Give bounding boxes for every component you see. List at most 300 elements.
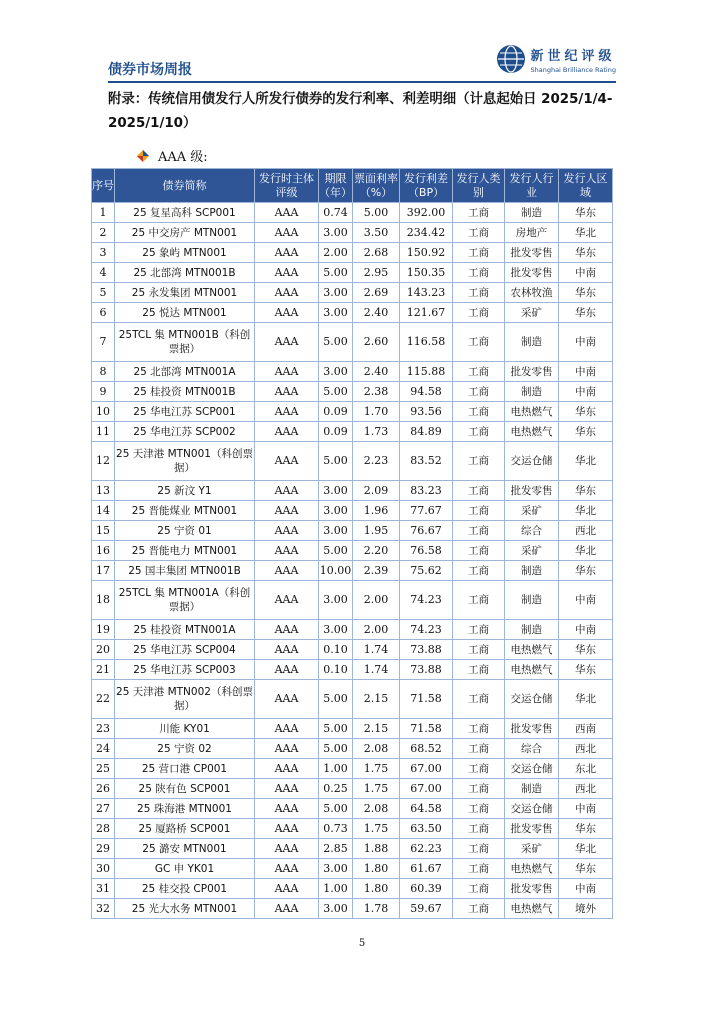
cell-spread: 234.42 xyxy=(400,223,453,243)
cell-issuer-type: 工商 xyxy=(453,263,505,283)
cell-coupon: 2.09 xyxy=(353,481,400,501)
cell-index: 28 xyxy=(92,819,115,839)
cell-term: 0.74 xyxy=(319,203,353,223)
cell-spread: 121.67 xyxy=(400,303,453,323)
cell-region: 西南 xyxy=(559,719,613,739)
cell-issuer-type: 工商 xyxy=(453,899,505,919)
cell-spread: 76.58 xyxy=(400,541,453,561)
cell-index: 4 xyxy=(92,263,115,283)
cell-issuer-type: 工商 xyxy=(453,581,505,620)
table-row xyxy=(92,620,613,640)
cell-spread: 83.23 xyxy=(400,481,453,501)
cell-term: 5.00 xyxy=(319,680,353,719)
cell-issuer-type: 工商 xyxy=(453,442,505,481)
cell-term: 1.00 xyxy=(319,759,353,779)
cell-coupon: 2.95 xyxy=(353,263,400,283)
cell-industry: 批发零售 xyxy=(505,879,559,899)
cell-bond-name: 川能 KY01 xyxy=(115,719,255,739)
cell-term: 5.00 xyxy=(319,323,353,362)
cell-bond-name: 25 晋能电力 MTN001 xyxy=(115,541,255,561)
header-divider xyxy=(108,81,616,83)
cell-term: 2.85 xyxy=(319,839,353,859)
cell-index: 16 xyxy=(92,541,115,561)
table-row xyxy=(92,581,613,620)
cell-bond-name: 25 永发集团 MTN001 xyxy=(115,283,255,303)
cell-term: 5.00 xyxy=(319,263,353,283)
cell-term: 3.00 xyxy=(319,283,353,303)
table-row xyxy=(92,263,613,283)
cell-bond-name: 25 珠海港 MTN001 xyxy=(115,799,255,819)
cell-industry: 制造 xyxy=(505,620,559,640)
cell-rating: AAA xyxy=(255,799,319,819)
cell-spread: 93.56 xyxy=(400,402,453,422)
cell-issuer-type: 工商 xyxy=(453,859,505,879)
cell-index: 23 xyxy=(92,719,115,739)
cell-coupon: 1.74 xyxy=(353,660,400,680)
cell-industry: 批发零售 xyxy=(505,263,559,283)
cell-bond-name: 25 悦达 MTN001 xyxy=(115,303,255,323)
cell-index: 3 xyxy=(92,243,115,263)
cell-rating: AAA xyxy=(255,422,319,442)
cell-issuer-type: 工商 xyxy=(453,819,505,839)
cell-term: 5.00 xyxy=(319,541,353,561)
cell-industry: 采矿 xyxy=(505,303,559,323)
cell-bond-name: 25 潞安 MTN001 xyxy=(115,839,255,859)
cell-coupon: 5.00 xyxy=(353,203,400,223)
cell-region: 中南 xyxy=(559,323,613,362)
cell-spread: 143.23 xyxy=(400,283,453,303)
cell-issuer-type: 工商 xyxy=(453,501,505,521)
cell-region: 东北 xyxy=(559,759,613,779)
cell-industry: 采矿 xyxy=(505,541,559,561)
cell-coupon: 2.20 xyxy=(353,541,400,561)
cell-industry: 批发零售 xyxy=(505,819,559,839)
cell-region: 西北 xyxy=(559,521,613,541)
cell-spread: 63.50 xyxy=(400,819,453,839)
cell-spread: 59.67 xyxy=(400,899,453,919)
cell-issuer-type: 工商 xyxy=(453,660,505,680)
table-row xyxy=(92,779,613,799)
cell-region: 西北 xyxy=(559,779,613,799)
col-header-coupon: 票面利率（%） xyxy=(353,169,400,203)
cell-index: 14 xyxy=(92,501,115,521)
cell-region: 中南 xyxy=(559,799,613,819)
cell-coupon: 2.38 xyxy=(353,382,400,402)
cell-bond-name: 25TCL 集 MTN001A（科创票据） xyxy=(115,581,255,620)
cell-index: 15 xyxy=(92,521,115,541)
cell-rating: AAA xyxy=(255,759,319,779)
table-row xyxy=(92,422,613,442)
cell-region: 华东 xyxy=(559,481,613,501)
cell-rating: AAA xyxy=(255,859,319,879)
cell-industry: 综合 xyxy=(505,521,559,541)
col-header-term: 期限（年） xyxy=(319,169,353,203)
table-row xyxy=(92,660,613,680)
cell-index: 1 xyxy=(92,203,115,223)
cell-rating: AAA xyxy=(255,362,319,382)
cell-coupon: 2.23 xyxy=(353,442,400,481)
col-header-index: 序号 xyxy=(92,169,115,203)
cell-bond-name: 25TCL 集 MTN001B（科创票据） xyxy=(115,323,255,362)
cell-region: 华北 xyxy=(559,541,613,561)
cell-spread: 94.58 xyxy=(400,382,453,402)
cell-rating: AAA xyxy=(255,819,319,839)
cell-term: 3.00 xyxy=(319,521,353,541)
cell-industry: 批发零售 xyxy=(505,243,559,263)
cell-spread: 64.58 xyxy=(400,799,453,819)
cell-index: 17 xyxy=(92,561,115,581)
cell-industry: 电热燃气 xyxy=(505,422,559,442)
cell-term: 3.00 xyxy=(319,899,353,919)
cell-bond-name: 25 桂投资 MTN001B xyxy=(115,382,255,402)
cell-industry: 制造 xyxy=(505,382,559,402)
cell-term: 3.00 xyxy=(319,620,353,640)
cell-index: 27 xyxy=(92,799,115,819)
cell-bond-name: 25 华电江苏 SCP001 xyxy=(115,402,255,422)
cell-region: 西北 xyxy=(559,739,613,759)
cell-industry: 电热燃气 xyxy=(505,402,559,422)
cell-rating: AAA xyxy=(255,263,319,283)
cell-term: 5.00 xyxy=(319,739,353,759)
cell-coupon: 2.15 xyxy=(353,719,400,739)
cell-region: 华北 xyxy=(559,839,613,859)
cell-issuer-type: 工商 xyxy=(453,303,505,323)
table-row xyxy=(92,362,613,382)
table-row xyxy=(92,382,613,402)
cell-region: 华东 xyxy=(559,819,613,839)
cell-bond-name: 25 宁资 01 xyxy=(115,521,255,541)
cell-index: 25 xyxy=(92,759,115,779)
cell-spread: 73.88 xyxy=(400,660,453,680)
cell-spread: 67.00 xyxy=(400,759,453,779)
cell-rating: AAA xyxy=(255,739,319,759)
cell-coupon: 1.96 xyxy=(353,501,400,521)
cell-issuer-type: 工商 xyxy=(453,799,505,819)
cell-index: 30 xyxy=(92,859,115,879)
cell-region: 中南 xyxy=(559,263,613,283)
cell-rating: AAA xyxy=(255,243,319,263)
col-header-industry: 发行人行业 xyxy=(505,169,559,203)
cell-coupon: 1.74 xyxy=(353,640,400,660)
cell-rating: AAA xyxy=(255,680,319,719)
cell-industry: 制造 xyxy=(505,779,559,799)
report-title: 债券市场周报 xyxy=(108,62,192,78)
cell-term: 5.00 xyxy=(319,442,353,481)
cell-issuer-type: 工商 xyxy=(453,362,505,382)
cell-coupon: 1.80 xyxy=(353,879,400,899)
cell-rating: AAA xyxy=(255,899,319,919)
cell-coupon: 1.78 xyxy=(353,899,400,919)
cell-term: 3.00 xyxy=(319,581,353,620)
cell-industry: 批发零售 xyxy=(505,719,559,739)
cell-issuer-type: 工商 xyxy=(453,203,505,223)
cell-bond-name: 25 华电江苏 SCP004 xyxy=(115,640,255,660)
cell-region: 华东 xyxy=(559,422,613,442)
cell-rating: AAA xyxy=(255,501,319,521)
cell-coupon: 1.75 xyxy=(353,779,400,799)
cell-coupon: 1.75 xyxy=(353,759,400,779)
cell-region: 中南 xyxy=(559,382,613,402)
cell-region: 华北 xyxy=(559,680,613,719)
cell-rating: AAA xyxy=(255,382,319,402)
cell-region: 华北 xyxy=(559,223,613,243)
col-header-issuer-type: 发行人类别 xyxy=(453,169,505,203)
cell-term: 10.00 xyxy=(319,561,353,581)
cell-issuer-type: 工商 xyxy=(453,839,505,859)
cell-industry: 采矿 xyxy=(505,839,559,859)
cell-spread: 62.23 xyxy=(400,839,453,859)
cell-index: 24 xyxy=(92,739,115,759)
cell-issuer-type: 工商 xyxy=(453,680,505,719)
cell-term: 0.09 xyxy=(319,422,353,442)
cell-spread: 60.39 xyxy=(400,879,453,899)
cell-region: 中南 xyxy=(559,362,613,382)
cell-spread: 84.89 xyxy=(400,422,453,442)
cell-spread: 68.52 xyxy=(400,739,453,759)
cell-term: 3.00 xyxy=(319,303,353,323)
table-row xyxy=(92,640,613,660)
cell-coupon: 2.39 xyxy=(353,561,400,581)
cell-bond-name: 25 北部湾 MTN001B xyxy=(115,263,255,283)
cell-index: 26 xyxy=(92,779,115,799)
col-header-rating: 发行时主体评级 xyxy=(255,169,319,203)
cell-issuer-type: 工商 xyxy=(453,759,505,779)
cell-rating: AAA xyxy=(255,541,319,561)
cell-bond-name: 25 桂交投 CP001 xyxy=(115,879,255,899)
cell-rating: AAA xyxy=(255,561,319,581)
cell-rating: AAA xyxy=(255,660,319,680)
cell-index: 18 xyxy=(92,581,115,620)
cell-industry: 电热燃气 xyxy=(505,640,559,660)
logo-cn-name: 新世纪评级 xyxy=(530,48,616,64)
cell-industry: 制造 xyxy=(505,323,559,362)
table-row xyxy=(92,442,613,481)
cell-spread: 150.35 xyxy=(400,263,453,283)
page-number: 5 xyxy=(358,938,366,949)
cell-bond-name: 25 营口港 CP001 xyxy=(115,759,255,779)
table-row xyxy=(92,561,613,581)
cell-issuer-type: 工商 xyxy=(453,402,505,422)
cell-bond-name: 25 新汶 Y1 xyxy=(115,481,255,501)
cell-region: 华东 xyxy=(559,660,613,680)
cell-term: 3.00 xyxy=(319,362,353,382)
cell-rating: AAA xyxy=(255,779,319,799)
cell-region: 华东 xyxy=(559,859,613,879)
cell-term: 0.25 xyxy=(319,779,353,799)
cell-rating: AAA xyxy=(255,620,319,640)
cell-issuer-type: 工商 xyxy=(453,719,505,739)
cell-term: 3.00 xyxy=(319,481,353,501)
cell-issuer-type: 工商 xyxy=(453,223,505,243)
bond-spread-table xyxy=(91,168,613,919)
cell-term: 0.73 xyxy=(319,819,353,839)
cell-bond-name: 25 厦路桥 SCP001 xyxy=(115,819,255,839)
cell-spread: 150.92 xyxy=(400,243,453,263)
table-row xyxy=(92,521,613,541)
cell-bond-name: 25 桂投资 MTN001A xyxy=(115,620,255,640)
cell-bond-name: 25 中交房产 MTN001 xyxy=(115,223,255,243)
appendix-heading: 附录：传统信用债发行人所发行债券的发行利率、利差明细（计息起始日 2025/1/4-2025/1/10） xyxy=(108,92,613,131)
cell-coupon: 2.08 xyxy=(353,739,400,759)
cell-rating: AAA xyxy=(255,581,319,620)
cell-spread: 74.23 xyxy=(400,620,453,640)
cell-industry: 电热燃气 xyxy=(505,859,559,879)
table-row xyxy=(92,283,613,303)
cell-issuer-type: 工商 xyxy=(453,739,505,759)
cell-index: 13 xyxy=(92,481,115,501)
cell-term: 2.00 xyxy=(319,243,353,263)
cell-index: 7 xyxy=(92,323,115,362)
table-row xyxy=(92,203,613,223)
cell-region: 华东 xyxy=(559,203,613,223)
cell-term: 3.00 xyxy=(319,501,353,521)
cell-rating: AAA xyxy=(255,521,319,541)
cell-issuer-type: 工商 xyxy=(453,779,505,799)
cell-term: 0.10 xyxy=(319,660,353,680)
cell-industry: 交运仓储 xyxy=(505,680,559,719)
cell-term: 5.00 xyxy=(319,382,353,402)
cell-issuer-type: 工商 xyxy=(453,640,505,660)
cell-term: 0.10 xyxy=(319,640,353,660)
table-row xyxy=(92,481,613,501)
cell-spread: 116.58 xyxy=(400,323,453,362)
cell-bond-name: 25 象屿 MTN001 xyxy=(115,243,255,263)
cell-industry: 交运仓储 xyxy=(505,759,559,779)
cell-industry: 制造 xyxy=(505,561,559,581)
cell-coupon: 1.95 xyxy=(353,521,400,541)
cell-bond-name: 25 宁资 02 xyxy=(115,739,255,759)
cell-index: 10 xyxy=(92,402,115,422)
cell-bond-name: 25 华电江苏 SCP002 xyxy=(115,422,255,442)
cell-region: 华北 xyxy=(559,501,613,521)
cell-rating: AAA xyxy=(255,323,319,362)
cell-rating: AAA xyxy=(255,879,319,899)
cell-coupon: 2.08 xyxy=(353,799,400,819)
table-row xyxy=(92,243,613,263)
cell-index: 6 xyxy=(92,303,115,323)
cell-spread: 77.67 xyxy=(400,501,453,521)
cell-issuer-type: 工商 xyxy=(453,879,505,899)
cell-industry: 批发零售 xyxy=(505,362,559,382)
cell-index: 11 xyxy=(92,422,115,442)
cell-index: 22 xyxy=(92,680,115,719)
cell-spread: 83.52 xyxy=(400,442,453,481)
table-row xyxy=(92,719,613,739)
cell-issuer-type: 工商 xyxy=(453,620,505,640)
cell-region: 中南 xyxy=(559,581,613,620)
cell-bond-name: 25 天津港 MTN001（科创票据） xyxy=(115,442,255,481)
cell-term: 5.00 xyxy=(319,719,353,739)
cell-coupon: 2.15 xyxy=(353,680,400,719)
cell-coupon: 1.73 xyxy=(353,422,400,442)
cell-index: 20 xyxy=(92,640,115,660)
cell-industry: 批发零售 xyxy=(505,481,559,501)
cell-region: 华北 xyxy=(559,442,613,481)
cell-issuer-type: 工商 xyxy=(453,422,505,442)
globe-logo-icon xyxy=(496,44,526,74)
cell-issuer-type: 工商 xyxy=(453,243,505,263)
cell-coupon: 2.60 xyxy=(353,323,400,362)
page-header xyxy=(108,44,616,84)
cell-term: 3.00 xyxy=(319,223,353,243)
cell-index: 2 xyxy=(92,223,115,243)
table-row xyxy=(92,859,613,879)
cell-term: 3.00 xyxy=(319,859,353,879)
cell-spread: 61.67 xyxy=(400,859,453,879)
cell-issuer-type: 工商 xyxy=(453,561,505,581)
cell-industry: 电热燃气 xyxy=(505,899,559,919)
cell-industry: 房地产 xyxy=(505,223,559,243)
cell-index: 31 xyxy=(92,879,115,899)
cell-industry: 交运仓储 xyxy=(505,799,559,819)
cell-industry: 电热燃气 xyxy=(505,660,559,680)
cell-industry: 采矿 xyxy=(505,501,559,521)
cell-bond-name: GC 申 YK01 xyxy=(115,859,255,879)
cell-coupon: 2.00 xyxy=(353,620,400,640)
cell-spread: 71.58 xyxy=(400,680,453,719)
company-logo xyxy=(496,44,616,74)
cell-index: 32 xyxy=(92,899,115,919)
cell-region: 中南 xyxy=(559,879,613,899)
rating-section-label xyxy=(136,146,208,165)
cell-index: 19 xyxy=(92,620,115,640)
cell-coupon: 1.75 xyxy=(353,819,400,839)
col-header-spread: 发行利差（BP） xyxy=(400,169,453,203)
cell-coupon: 2.40 xyxy=(353,303,400,323)
cell-bond-name: 25 国丰集团 MTN001B xyxy=(115,561,255,581)
cell-bond-name: 25 晋能煤业 MTN001 xyxy=(115,501,255,521)
diamond-bullet-icon xyxy=(136,149,150,163)
col-header-bond-name: 债券简称 xyxy=(115,169,255,203)
cell-term: 0.09 xyxy=(319,402,353,422)
cell-region: 华东 xyxy=(559,283,613,303)
cell-term: 5.00 xyxy=(319,799,353,819)
cell-bond-name: 25 天津港 MTN002（科创票据） xyxy=(115,680,255,719)
table-row xyxy=(92,402,613,422)
cell-rating: AAA xyxy=(255,203,319,223)
cell-region: 境外 xyxy=(559,899,613,919)
cell-issuer-type: 工商 xyxy=(453,323,505,362)
cell-spread: 67.00 xyxy=(400,779,453,799)
cell-rating: AAA xyxy=(255,640,319,660)
cell-region: 华东 xyxy=(559,243,613,263)
logo-en-name: Shanghai Brilliance Rating xyxy=(530,65,616,74)
cell-coupon: 3.50 xyxy=(353,223,400,243)
table-row xyxy=(92,680,613,719)
cell-coupon: 1.88 xyxy=(353,839,400,859)
table-body xyxy=(92,203,613,919)
table-row xyxy=(92,839,613,859)
cell-bond-name: 25 北部湾 MTN001A xyxy=(115,362,255,382)
cell-spread: 73.88 xyxy=(400,640,453,660)
cell-index: 21 xyxy=(92,660,115,680)
cell-spread: 71.58 xyxy=(400,719,453,739)
cell-bond-name: 25 陕有色 SCP001 xyxy=(115,779,255,799)
cell-industry: 制造 xyxy=(505,581,559,620)
cell-index: 8 xyxy=(92,362,115,382)
cell-industry: 交运仓储 xyxy=(505,442,559,481)
cell-region: 中南 xyxy=(559,620,613,640)
cell-industry: 制造 xyxy=(505,203,559,223)
cell-bond-name: 25 复星高科 SCP001 xyxy=(115,203,255,223)
cell-region: 华东 xyxy=(559,640,613,660)
cell-spread: 392.00 xyxy=(400,203,453,223)
cell-spread: 74.23 xyxy=(400,581,453,620)
cell-issuer-type: 工商 xyxy=(453,382,505,402)
table-row xyxy=(92,899,613,919)
cell-coupon: 2.40 xyxy=(353,362,400,382)
table-row xyxy=(92,819,613,839)
